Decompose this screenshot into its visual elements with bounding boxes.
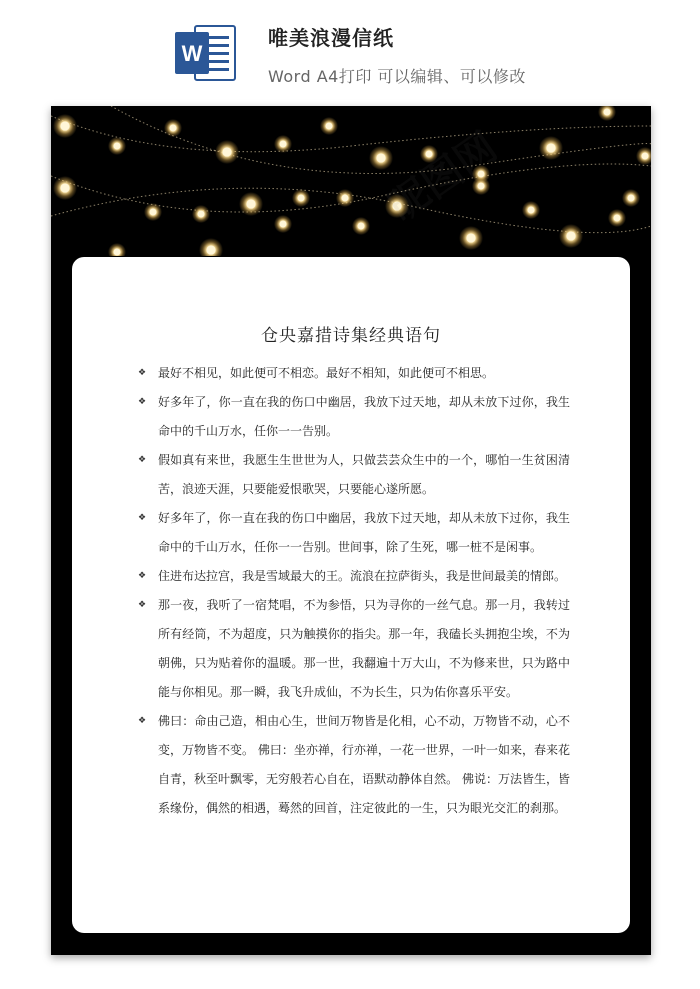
word-document-icon: [173, 20, 237, 86]
diamond-bullet-icon: ❖: [138, 397, 147, 407]
diamond-bullet-icon: ❖: [138, 513, 147, 523]
watermark: 昵图网: [380, 124, 506, 231]
page-title: 唯美浪漫信纸: [268, 26, 394, 50]
light-bulb-core: [60, 183, 69, 192]
light-bulb-core: [60, 121, 69, 130]
light-wire: [51, 164, 651, 212]
diamond-bullet-icon: ❖: [138, 571, 147, 581]
light-bulb-core: [114, 143, 121, 150]
page-subtitle: Word A4打印 可以编辑、可以修改: [268, 67, 526, 86]
light-bulb-core: [628, 195, 635, 202]
light-bulb-core: [170, 125, 177, 132]
word-icon-letter: W: [181, 41, 203, 66]
quote-item: [138, 359, 570, 388]
quote-item: [138, 446, 570, 504]
quote-text: 好多年了，你一直在我的伤口中幽居，我放下过天地，却从未放下过你，我生命中的千山万水，任你一一告别。世间事，除了生死，哪一桩不是闲事。: [158, 511, 570, 554]
light-bulb-core: [426, 151, 433, 158]
light-bulb-core: [566, 231, 575, 240]
letter-paper: [51, 106, 651, 955]
diamond-bullet-icon: ❖: [138, 368, 147, 378]
quote-item: [138, 707, 570, 823]
light-bulb-core: [150, 209, 157, 216]
diamond-bullet-icon: ❖: [138, 455, 147, 465]
light-bulb-core: [642, 153, 649, 160]
quote-list: [138, 359, 570, 823]
light-bulb-core: [280, 221, 287, 228]
quote-text: 那一夜，我听了一宿梵唱，不为参悟，只为寻你的一丝气息。那一月，我转过所有经筒，不为超度，只为触摸你的指尖。那一年，我磕长头拥抱尘埃，不为朝佛，只为贴着你的温暖。那一世，我翻遍十万大山，不为修来世，只为路中能与你相见。那一瞬，我飞升成仙，不为长生，只为佑你喜乐平安。: [158, 598, 570, 699]
light-bulb-core: [604, 109, 611, 116]
quote-text: 假如真有来世，我愿生生世世为人，只做芸芸众生中的一个，哪怕一生贫困清苦，浪迹天涯，只要能爱恨歌哭，只要能心遂所愿。: [158, 453, 570, 496]
diamond-bullet-icon: ❖: [138, 600, 147, 610]
light-bulb-core: [478, 183, 485, 190]
light-bulb-core: [206, 245, 215, 254]
quote-item: [138, 388, 570, 446]
quote-text: 最好不相见，如此便可不相恋。最好不相知，如此便可不相思。: [158, 366, 495, 380]
light-bulb-core: [614, 215, 621, 222]
light-bulb-core: [280, 141, 287, 148]
quote-text: 住进布达拉宫，我是雪域最大的王。流浪在拉萨街头，我是世间最美的情郎。: [158, 569, 567, 583]
light-bulb-core: [198, 211, 205, 218]
quote-text: 好多年了，你一直在我的伤口中幽居，我放下过天地，却从未放下过你，我生命中的千山万水，任你一一告别。: [158, 395, 570, 438]
light-bulb-core: [342, 195, 349, 202]
quote-item: [138, 562, 570, 591]
light-bulb-core: [478, 171, 485, 178]
light-bulb-core: [358, 223, 365, 230]
light-bulb-core: [298, 195, 305, 202]
light-bulb-core: [392, 201, 401, 210]
light-bulb-core: [546, 143, 555, 152]
light-bulb-core: [376, 153, 385, 162]
letter-card: [72, 257, 630, 933]
quote-item: [138, 504, 570, 562]
light-bulb-core: [326, 123, 333, 130]
light-bulb-core: [222, 147, 231, 156]
light-bulb-core: [114, 249, 121, 256]
string-lights-decoration: [51, 106, 651, 256]
light-bulb-core: [528, 207, 535, 214]
quote-text: 佛曰：命由己造，相由心生，世间万物皆是化相，心不动，万物皆不动，心不变，万物皆不变。 佛曰：坐亦禅，行亦禅，一花一世界，一叶一如来，春来花自青，秋至叶飘零，无穷般若心自在，语默动静体自然。 佛说：万法皆生，皆系缘份，偶然的相遇，蓦然的回首，注定彼此的一生，只为眼光交汇的刹那。: [158, 714, 570, 815]
header: [0, 0, 700, 100]
diamond-bullet-icon: ❖: [138, 716, 147, 726]
quote-item: [138, 591, 570, 707]
document-title: 仓央嘉措诗集经典语句: [261, 326, 441, 346]
light-bulb-core: [246, 199, 255, 208]
light-bulb-core: [466, 233, 475, 242]
